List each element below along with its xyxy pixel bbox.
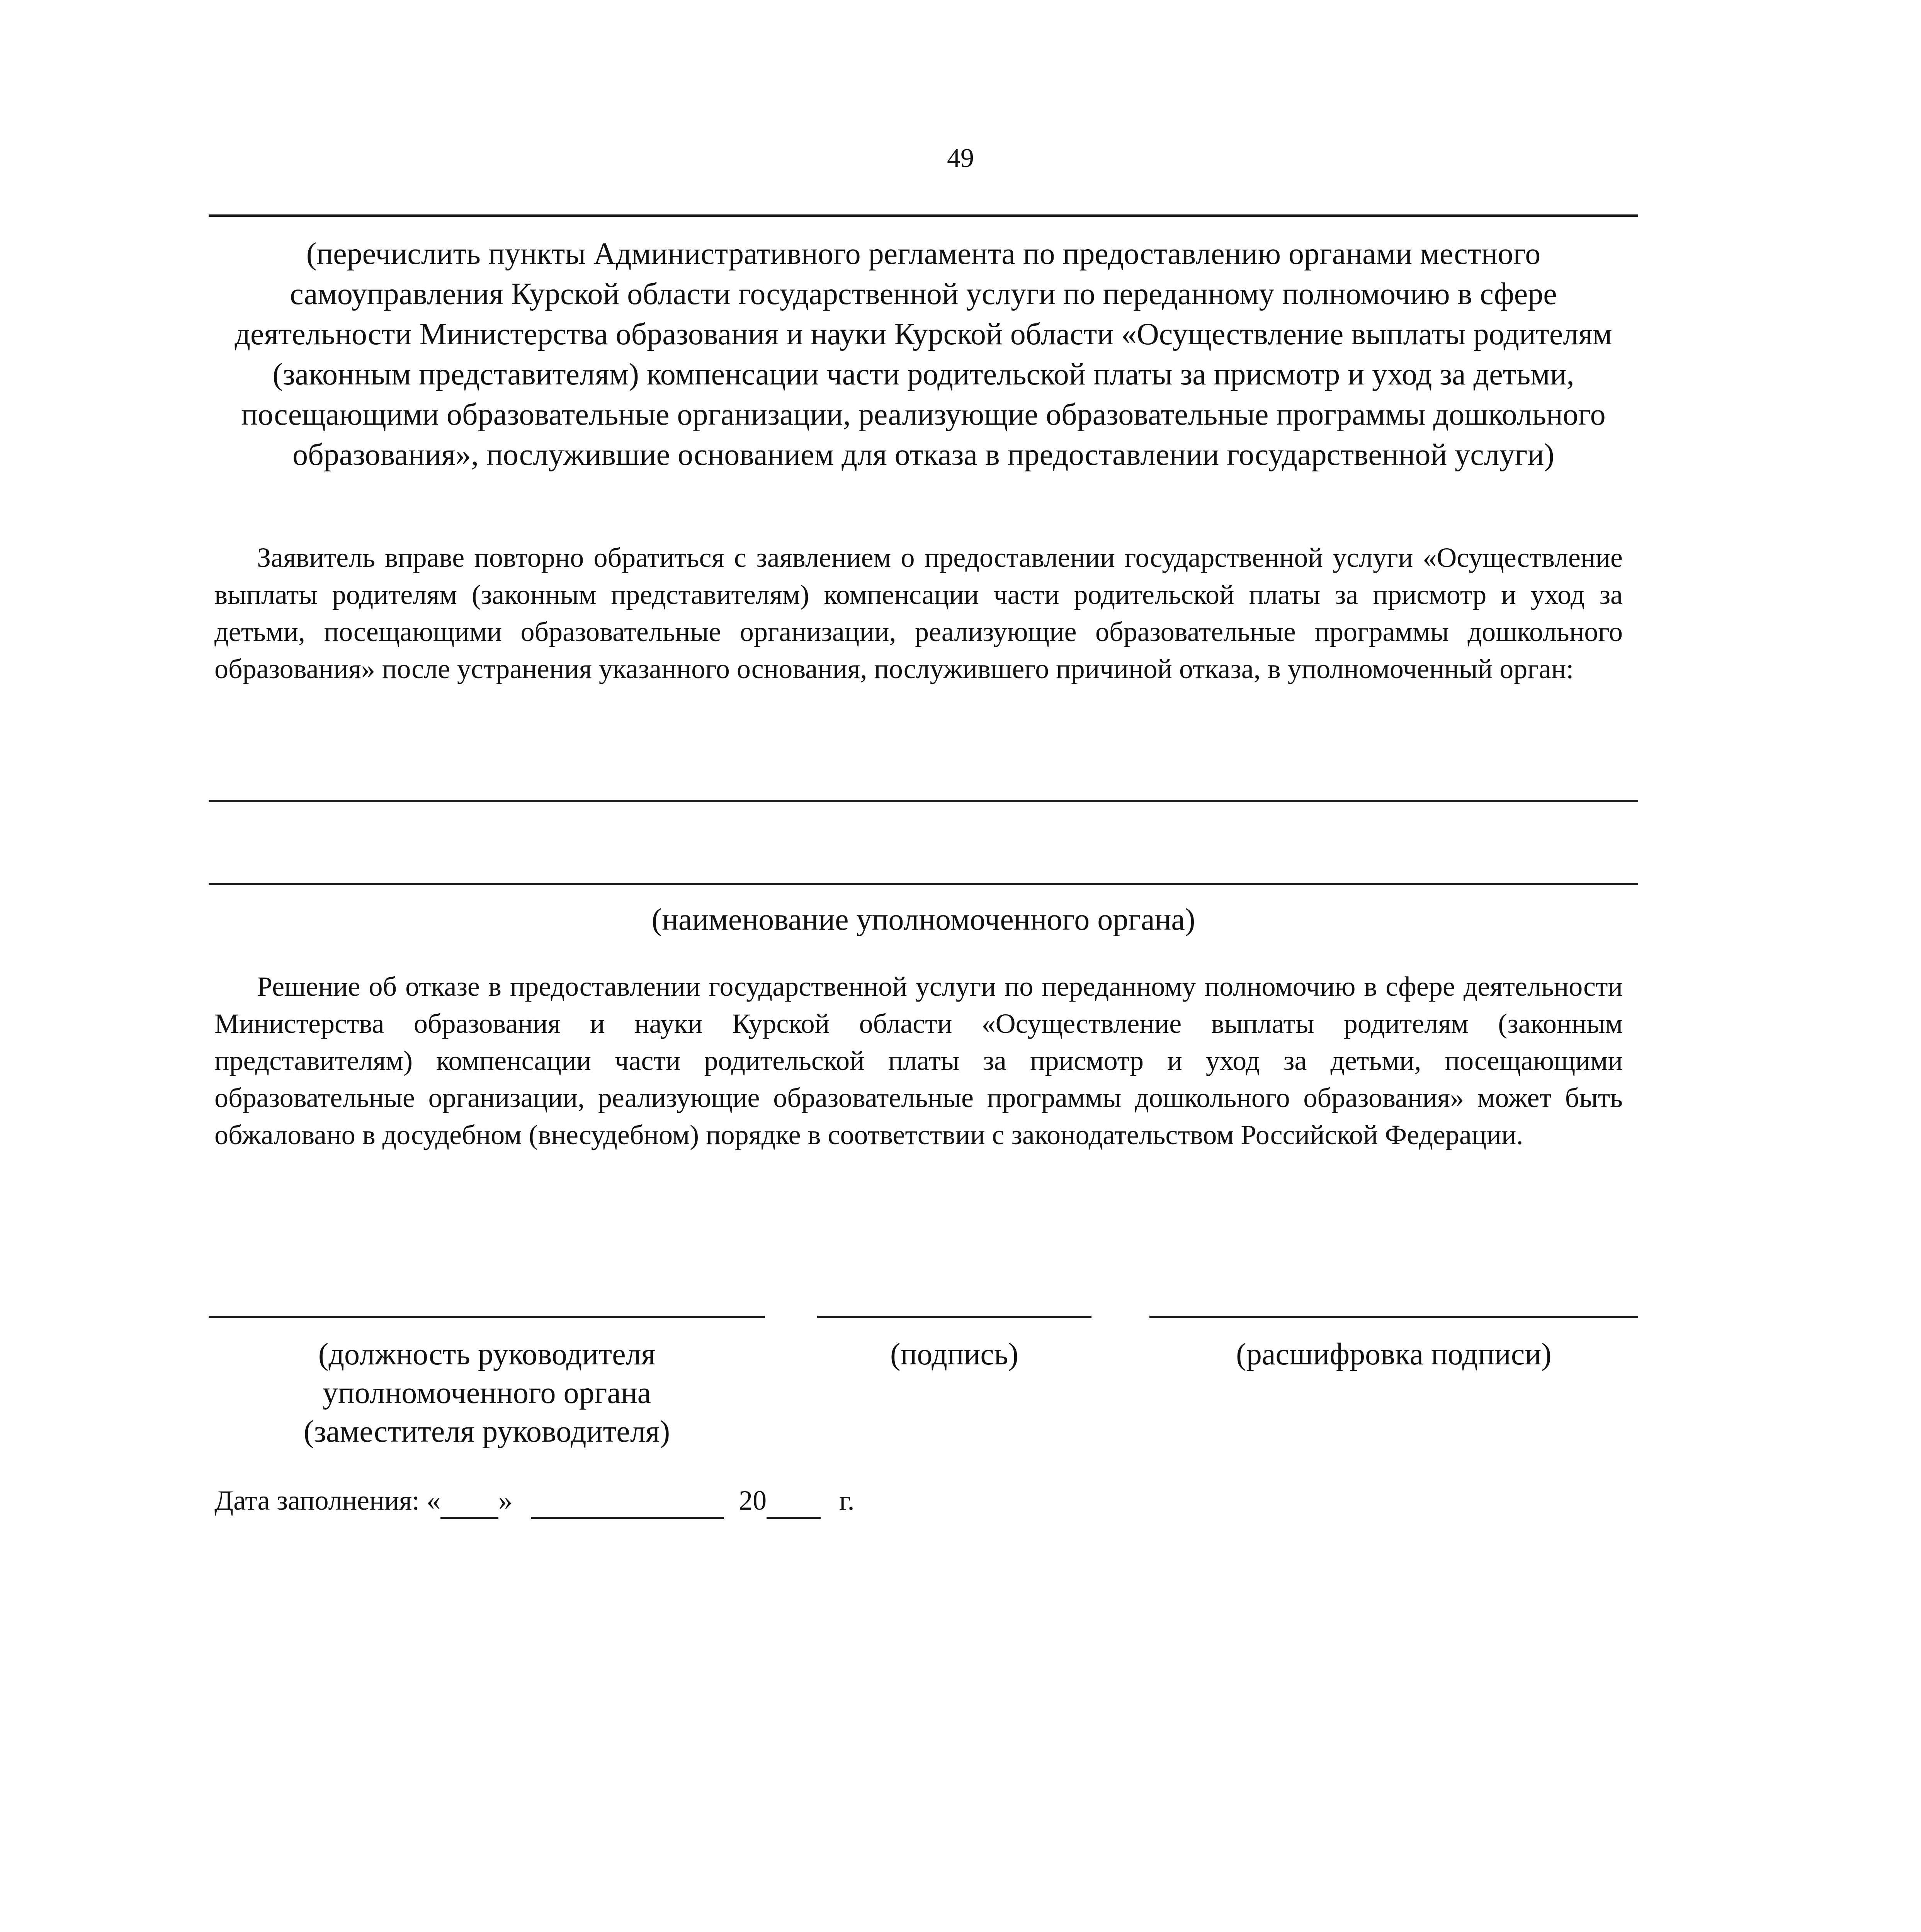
signature-line xyxy=(817,1316,1091,1318)
decoding-caption: (расшифровка подписи) xyxy=(1236,1337,1552,1371)
position-caption-line-3: (заместителя руководителя) xyxy=(303,1415,670,1449)
fill-date-month-blank[interactable] xyxy=(531,1490,724,1519)
position-line xyxy=(209,1316,765,1318)
decoding-line xyxy=(1149,1316,1638,1318)
fill-date-day-blank[interactable] xyxy=(440,1490,498,1519)
position-caption-line-1: (должность руководителя xyxy=(318,1337,656,1371)
position-caption-line-2: уполномоченного органа xyxy=(322,1376,651,1410)
authority-caption: (наименование уполномоченного органа) xyxy=(651,903,1195,937)
reapply-paragraph-text: Заявитель вправе повторно обратиться с заявлением о предоставлении государственной услуги «Осуществление выплаты родителям (законным представителям) компенсации части родительской платы за присмотр и уход за детьми, посещающими образовательные организации, реализующие образовательные программы дошкольного образования» после устранения указанного основания, послужившего причиной отказа, в уполномоченный орган: xyxy=(214,542,1623,684)
fill-date-label: Дата заполнения: « xyxy=(214,1485,441,1516)
signature-caption: (подпись) xyxy=(890,1337,1019,1371)
fill-date-close-quote: » xyxy=(498,1485,513,1516)
appeal-paragraph xyxy=(214,968,1623,1153)
fill-date xyxy=(214,1482,855,1519)
authority-line-1 xyxy=(209,800,1638,802)
fill-date-year-blank[interactable] xyxy=(767,1490,821,1519)
reason-top-rule xyxy=(209,214,1638,217)
fill-date-year-prefix: 20 xyxy=(739,1485,767,1516)
reapply-paragraph xyxy=(214,539,1623,687)
authority-line-2 xyxy=(209,883,1638,885)
appeal-paragraph-text: Решение об отказе в предоставлении государственной услуги по переданному полномочию в сфере деятельности Министерства образования и науки Курской области «Осуществление выплаты родителям (законным представителям) компенсации части родительской платы за присмотр и уход за детьми, посещающими образовательные организации, реализующие образовательные программы дошкольного образования» может быть обжаловано в досудебном (внесудебном) порядке в соответствии с законодательством Российской Федерации. xyxy=(214,971,1623,1150)
fill-date-year-suffix: г. xyxy=(839,1485,855,1516)
page-number: 49 xyxy=(947,143,974,173)
position-caption xyxy=(209,1335,765,1451)
reason-instructions: (перечислить пункты Административного регламента по предоставлению органами местного самоуправления Курской области государственной услуги по переданному полномочию в сфере деятельности Министерства образования и науки Курской области «Осуществление выплаты родителям (законным представителям) компенсации части родительской платы за присмотр и уход за детьми, посещающими образовательные организации, реализующие образовательные программы дошкольного образования», послужившие основанием для отказа в предоставлении государственной услуги) xyxy=(235,237,1612,472)
